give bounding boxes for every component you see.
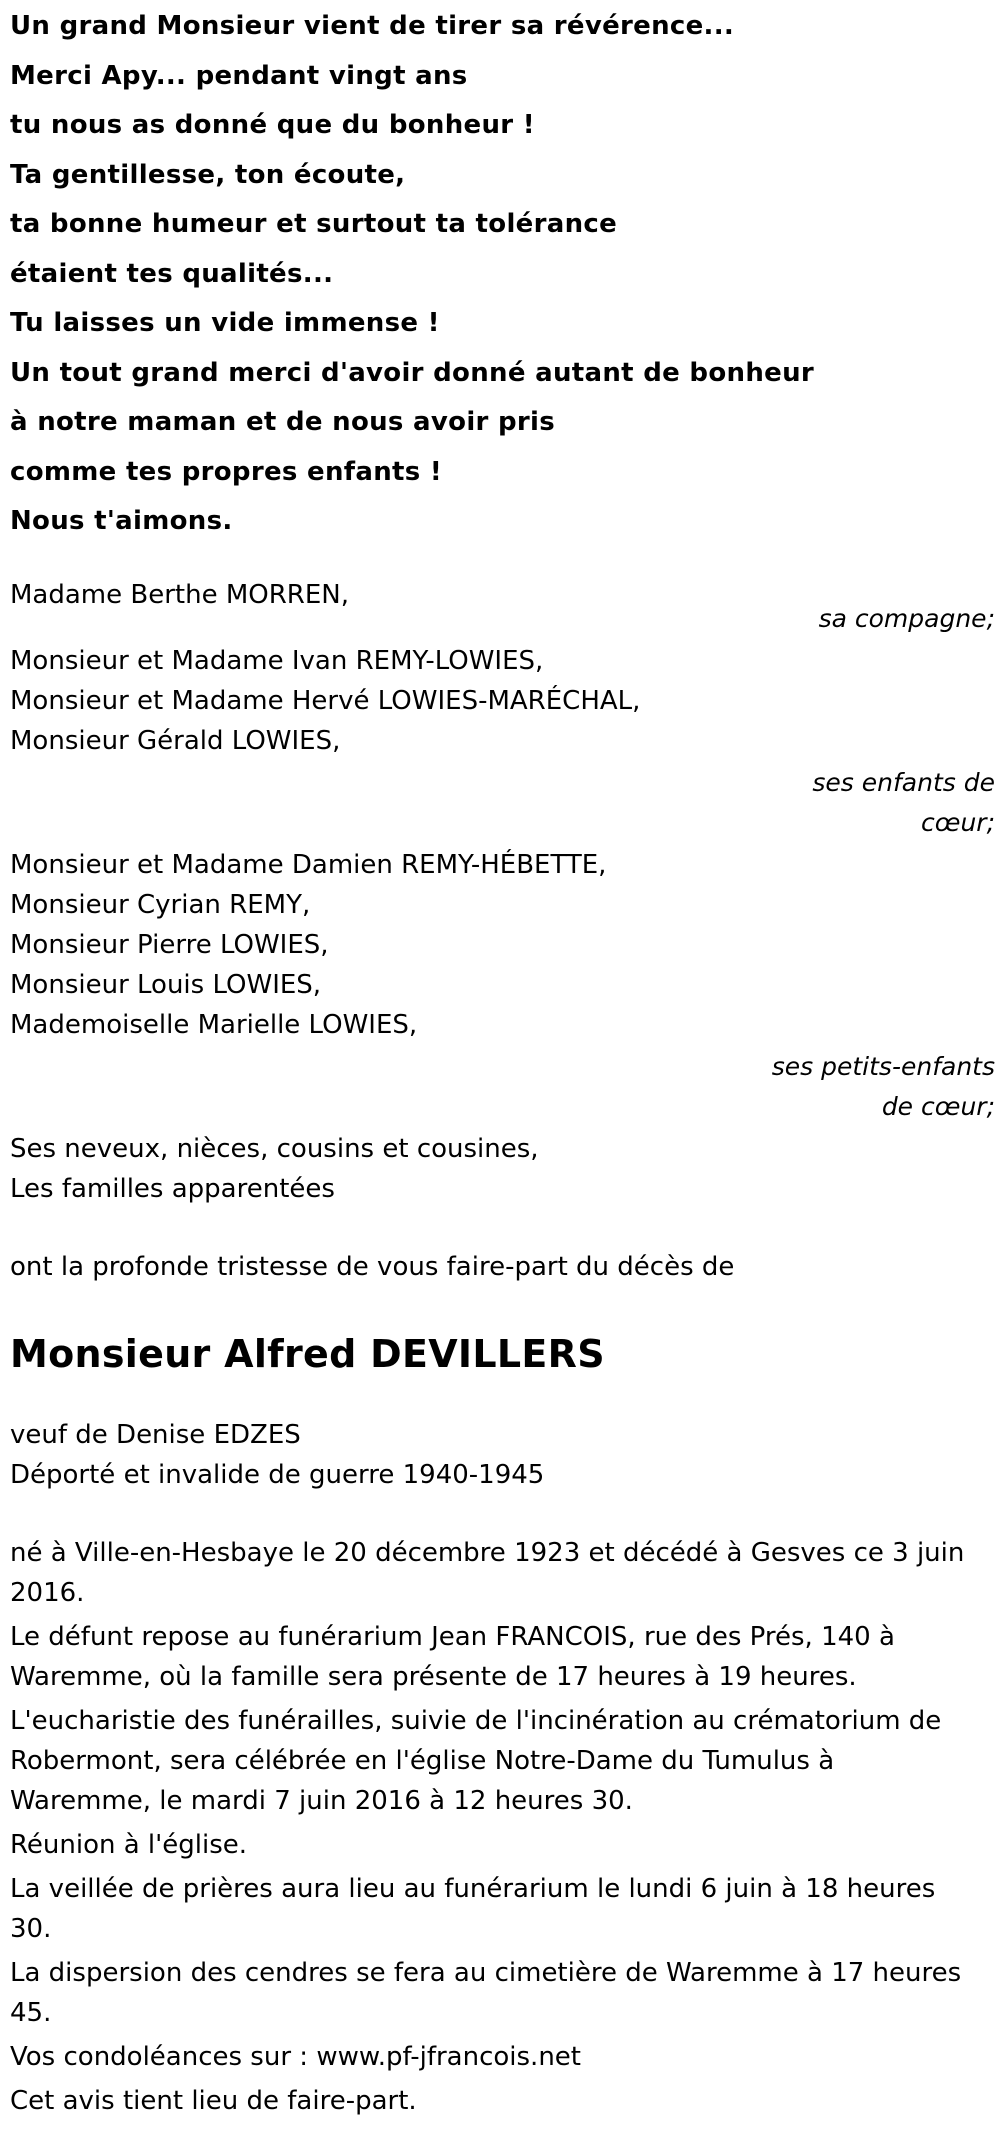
funeral-details: [10, 1533, 995, 2121]
family-member: Mademoiselle Marielle LOWIES,: [10, 1009, 418, 1040]
family-member: Les familles apparentées: [10, 1173, 335, 1204]
tribute-poem: [10, 2, 995, 547]
relationship-label-line: ses petits-enfants: [771, 1051, 995, 1081]
detail-paragraph: L'eucharistie des funérailles, suivie de l'incinération au crématorium de Robermont, sera célébrée en l'église Notre-Dame du Tumulus à Waremme, le mardi 7 juin 2016 à 12 heures 30.: [10, 1705, 942, 1816]
children-group: [10, 641, 995, 843]
poem-line: Tu laisses un vide immense !: [10, 308, 440, 338]
detail-paragraph: La veillée de prières aura lieu au funérarium le lundi 6 juin à 18 heures 30.: [10, 1873, 936, 1944]
relationship-label-line: de cœur;: [881, 1091, 995, 1121]
poem-line: Merci Apy... pendant vingt ans: [10, 60, 468, 91]
poem-line: Un grand Monsieur vient de tirer sa révérence...: [10, 11, 735, 41]
family-member: Madame Berthe MORREN,: [10, 579, 350, 610]
other-relatives-group: [10, 1129, 995, 1209]
family-member: Monsieur Louis LOWIES,: [10, 969, 322, 1000]
relationship-label-line: ses enfants de: [812, 767, 995, 797]
poem-line: tu nous as donné que du bonheur !: [10, 110, 535, 140]
relationship-label: sa compagne;: [818, 603, 995, 633]
family-member: Monsieur et Madame Ivan REMY-LOWIES,: [10, 645, 544, 676]
detail-paragraph: né à Ville-en-Hesbaye le 20 décembre 1923 et décédé à Gesves ce 3 juin 2016.: [10, 1537, 965, 1608]
poem-line: Un tout grand merci d'avoir donné autant de bonheur: [10, 357, 814, 388]
detail-paragraph: Réunion à l'église.: [10, 1829, 248, 1860]
obituary-notice: [10, 0, 995, 2125]
grandchildren-group: [10, 845, 995, 1127]
deceased-name: Monsieur Alfred DEVILLERS: [10, 1331, 605, 1376]
poem-line: Ta gentillesse, ton écoute,: [10, 159, 406, 190]
family-member: Monsieur et Madame Damien REMY-HÉBETTE,: [10, 849, 607, 880]
relationship-label: [10, 763, 995, 843]
companion-group: [10, 575, 995, 639]
family-list: [10, 575, 995, 1209]
family-member: Monsieur Cyrian REMY,: [10, 889, 311, 920]
relationship-label: [10, 1047, 995, 1127]
detail-paragraph: La dispersion des cendres se fera au cimetière de Waremme à 17 heures 45.: [10, 1957, 962, 2028]
poem-line: Nous t'aimons.: [10, 506, 233, 536]
info-line: Déporté et invalide de guerre 1940-1945: [10, 1459, 545, 1490]
family-member: Monsieur Pierre LOWIES,: [10, 929, 329, 960]
relationship-label-line: cœur;: [921, 807, 995, 837]
poem-line: comme tes propres enfants !: [10, 456, 443, 487]
poem-line: étaient tes qualités...: [10, 258, 334, 289]
info-line: veuf de Denise EDZES: [10, 1419, 301, 1450]
deceased-info: [10, 1415, 995, 1495]
poem-line: à notre maman et de nous avoir pris: [10, 407, 556, 437]
poem-line: ta bonne humeur et surtout ta tolérance: [10, 209, 618, 239]
family-member: Monsieur Gérald LOWIES,: [10, 725, 341, 756]
detail-paragraph: Cet avis tient lieu de faire-part.: [10, 2085, 417, 2116]
family-member: Monsieur et Madame Hervé LOWIES-MARÉCHAL,: [10, 685, 641, 716]
family-member: Ses neveux, nièces, cousins et cousines,: [10, 1133, 539, 1164]
condolences-link[interactable]: Vos condoléances sur : www.pf-jfrancois.net: [10, 2041, 581, 2072]
announcement-text: ont la profonde tristesse de vous faire-part du décès de: [10, 1251, 735, 1282]
detail-paragraph: Le défunt repose au funérarium Jean FRANCOIS, rue des Prés, 140 à Waremme, où la famille sera présente de 17 heures à 19 heures.: [10, 1621, 895, 1692]
